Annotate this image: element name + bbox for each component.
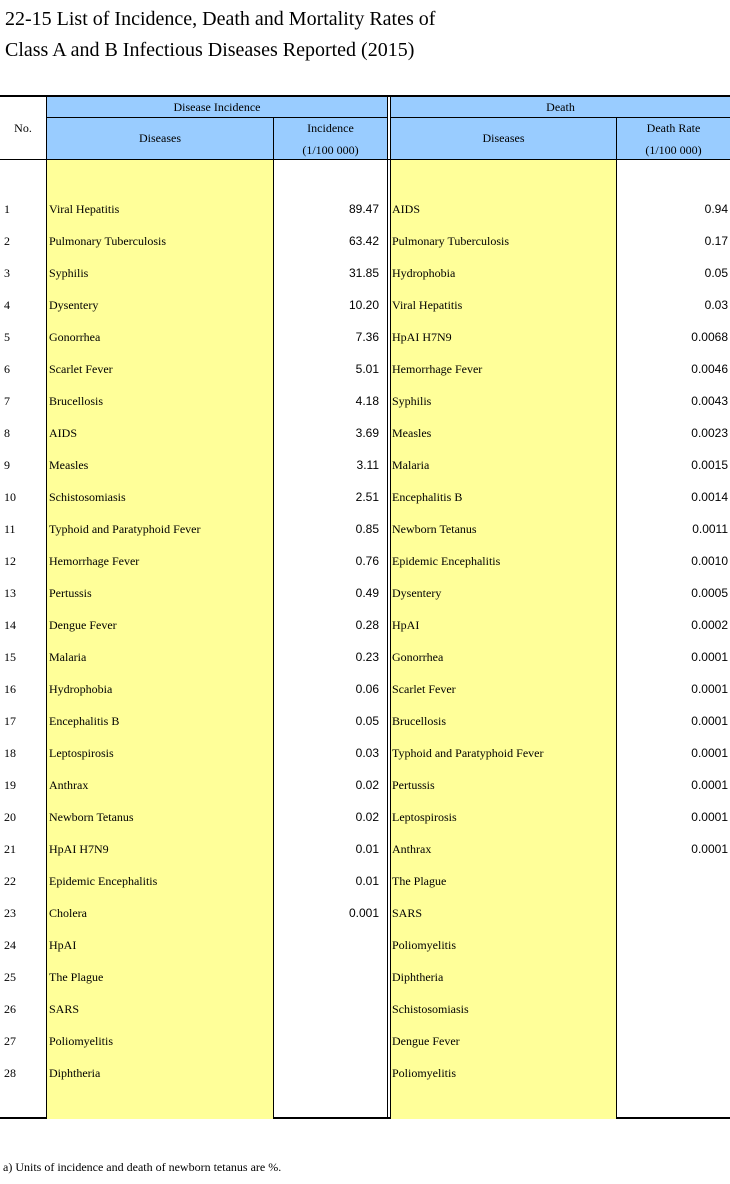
table-row	[0, 801, 730, 833]
incidence-value-cell: 0.01	[355, 874, 379, 888]
table-row	[0, 961, 730, 993]
row-number: 1	[4, 202, 10, 216]
death-disease-cell: The Plague	[392, 874, 447, 888]
death-disease-cell: Poliomyelitis	[392, 938, 457, 952]
death-disease-cell: Malaria	[392, 458, 430, 472]
row-number: 11	[4, 522, 16, 536]
incidence-disease-cell: Syphilis	[49, 266, 89, 280]
table-row	[0, 385, 730, 417]
table-row	[0, 641, 730, 673]
row-number: 22	[4, 874, 16, 888]
row-number: 27	[4, 1034, 16, 1048]
incidence-value-cell: 3.11	[356, 458, 379, 472]
incidence-value-cell: 0.01	[355, 842, 379, 856]
table-row	[0, 897, 730, 929]
table-row	[0, 769, 730, 801]
table-row	[0, 545, 730, 577]
row-number: 10	[4, 490, 16, 504]
death-disease-cell: Newborn Tetanus	[392, 522, 477, 536]
row-number: 8	[4, 426, 10, 440]
row-number: 7	[4, 394, 10, 408]
table-row	[0, 833, 730, 865]
table-row	[0, 257, 730, 289]
death-rate-cell: 0.0011	[692, 522, 728, 536]
death-rate-cell: 0.0001	[691, 810, 728, 824]
incidence-value-cell: 0.85	[355, 522, 379, 536]
incidence-disease-cell: HpAI	[49, 938, 77, 952]
death-rate-cell: 0.0001	[691, 650, 728, 664]
grid-line	[391, 117, 730, 118]
row-number: 18	[4, 746, 16, 760]
death-disease-cell: Hemorrhage Fever	[392, 362, 483, 376]
incidence-disease-cell: Encephalitis B	[49, 714, 120, 728]
header-incidence	[274, 118, 387, 159]
table-row	[0, 577, 730, 609]
death-disease-cell: Pulmonary Tuberculosis	[392, 234, 510, 248]
row-number: 17	[4, 714, 16, 728]
table-row	[0, 705, 730, 737]
incidence-disease-cell: Dysentery	[49, 298, 99, 312]
incidence-disease-cell: Dengue Fever	[49, 618, 117, 632]
footnote: a) Units of incidence and death of newborn tetanus are %.	[3, 1160, 282, 1174]
incidence-disease-cell: Pulmonary Tuberculosis	[49, 234, 167, 248]
incidence-disease-cell: Malaria	[49, 650, 87, 664]
death-disease-cell: AIDS	[392, 202, 421, 216]
death-rate-cell: 0.0001	[691, 682, 728, 696]
incidence-value-cell: 0.05	[355, 714, 379, 728]
row-number: 16	[4, 682, 16, 696]
title-line-1: 22-15 List of Incidence, Death and Mortality Rates of	[5, 8, 436, 30]
header-diseases-incidence: Diseases	[47, 118, 273, 159]
incidence-disease-cell: Pertussis	[49, 586, 92, 600]
death-rate-cell: 0.0043	[691, 394, 728, 408]
incidence-value-cell: 3.69	[355, 426, 379, 440]
header-death: Death	[391, 97, 730, 117]
death-disease-cell: Diphtheria	[392, 970, 444, 984]
death-disease-cell: Epidemic Encephalitis	[392, 554, 501, 568]
incidence-disease-cell: The Plague	[49, 970, 104, 984]
row-number: 20	[4, 810, 16, 824]
incidence-label: Incidence	[307, 120, 354, 135]
title-line-2: Class A and B Infectious Diseases Reported (2015)	[5, 39, 415, 61]
table-row	[0, 993, 730, 1025]
incidence-disease-cell: Brucellosis	[49, 394, 103, 408]
incidence-disease-cell: Viral Hepatitis	[49, 202, 120, 216]
death-rate-cell: 0.94	[704, 202, 728, 216]
row-number: 5	[4, 330, 10, 344]
incidence-value-cell: 0.03	[355, 746, 379, 760]
incidence-value-cell: 2.51	[355, 490, 379, 504]
table-row	[0, 417, 730, 449]
incidence-disease-cell: Diphtheria	[49, 1066, 101, 1080]
row-number: 19	[4, 778, 16, 792]
death-rate-cell: 0.0005	[691, 586, 728, 600]
death-rate-cell: 0.0001	[691, 778, 728, 792]
page-title	[5, 4, 725, 66]
incidence-value-cell: 7.36	[355, 330, 379, 344]
header-disease-incidence: Disease Incidence	[47, 97, 387, 117]
table-row	[0, 449, 730, 481]
incidence-disease-cell: Gonorrhea	[49, 330, 101, 344]
death-disease-cell: Viral Hepatitis	[392, 298, 463, 312]
infectious-diseases-table	[0, 95, 730, 1119]
death-rate-cell: 0.0001	[691, 842, 728, 856]
row-number: 23	[4, 906, 16, 920]
incidence-disease-cell: HpAI H7N9	[49, 842, 109, 856]
grid-line	[47, 117, 387, 118]
death-disease-cell: Encephalitis B	[392, 490, 463, 504]
table-row	[0, 513, 730, 545]
incidence-value-cell: 5.01	[355, 362, 379, 376]
death-rate-cell: 0.05	[704, 266, 728, 280]
incidence-disease-cell: SARS	[49, 1002, 80, 1016]
table-row	[0, 673, 730, 705]
table-row	[0, 193, 730, 225]
death-disease-cell: Leptospirosis	[392, 810, 457, 824]
death-disease-cell: Typhoid and Paratyphoid Fever	[392, 746, 544, 760]
death-disease-cell: Pertussis	[392, 778, 435, 792]
death-disease-cell: Syphilis	[392, 394, 432, 408]
incidence-value-cell: 63.42	[348, 234, 379, 248]
row-number: 12	[4, 554, 16, 568]
death-rate-cell: 0.0010	[691, 554, 728, 568]
header-death-rate	[617, 118, 730, 159]
incidence-disease-cell: Typhoid and Paratyphoid Fever	[49, 522, 201, 536]
death-rate-cell: 0.0001	[691, 746, 728, 760]
row-number: 15	[4, 650, 16, 664]
table-row	[0, 1057, 730, 1089]
table-row	[0, 321, 730, 353]
incidence-value-cell: 10.20	[348, 298, 379, 312]
row-number: 4	[4, 298, 10, 312]
incidence-disease-cell: Hemorrhage Fever	[49, 554, 140, 568]
table-row	[0, 353, 730, 385]
incidence-value-cell: 31.85	[348, 266, 379, 280]
death-rate-cell: 0.0068	[691, 330, 728, 344]
incidence-value-cell: 0.76	[355, 554, 379, 568]
row-number: 3	[4, 266, 10, 280]
incidence-value-cell: 0.28	[355, 618, 379, 632]
death-disease-cell: Dengue Fever	[392, 1034, 460, 1048]
row-number: 9	[4, 458, 10, 472]
table-row	[0, 289, 730, 321]
row-number: 25	[4, 970, 16, 984]
row-number: 26	[4, 1002, 16, 1016]
incidence-disease-cell: Measles	[49, 458, 89, 472]
row-number: 21	[4, 842, 16, 856]
death-disease-cell: Schistosomiasis	[392, 1002, 469, 1016]
incidence-value-cell: 89.47	[348, 202, 379, 216]
death-rate-label: Death Rate	[646, 120, 701, 135]
death-disease-cell: Brucellosis	[392, 714, 446, 728]
death-rate-unit: (1/100 000)	[645, 142, 702, 157]
incidence-value-cell: 0.49	[355, 586, 379, 600]
incidence-disease-cell: Anthrax	[49, 778, 89, 792]
row-number: 13	[4, 586, 16, 600]
row-number: 24	[4, 938, 16, 952]
table-row	[0, 609, 730, 641]
death-rate-cell: 0.0014	[691, 490, 728, 504]
incidence-disease-cell: Epidemic Encephalitis	[49, 874, 158, 888]
death-disease-cell: HpAI	[392, 618, 420, 632]
row-number: 6	[4, 362, 10, 376]
death-disease-cell: SARS	[392, 906, 423, 920]
table-row	[0, 737, 730, 769]
table-row	[0, 865, 730, 897]
death-rate-cell: 0.0015	[691, 458, 728, 472]
incidence-value-cell: 0.02	[355, 810, 379, 824]
table-row	[0, 1025, 730, 1057]
incidence-disease-cell: Newborn Tetanus	[49, 810, 134, 824]
incidence-disease-cell: AIDS	[49, 426, 78, 440]
death-disease-cell: Dysentery	[392, 586, 442, 600]
death-rate-cell: 0.17	[704, 234, 728, 248]
death-disease-cell: HpAI H7N9	[392, 330, 452, 344]
incidence-disease-cell: Schistosomiasis	[49, 490, 126, 504]
row-number: 14	[4, 618, 16, 632]
table-row	[0, 929, 730, 961]
death-disease-cell: Scarlet Fever	[392, 682, 456, 696]
death-disease-cell: Anthrax	[392, 842, 432, 856]
grid-line	[0, 159, 730, 160]
incidence-disease-cell: Poliomyelitis	[49, 1034, 114, 1048]
death-rate-cell: 0.0001	[691, 714, 728, 728]
death-rate-cell: 0.0046	[691, 362, 728, 376]
incidence-unit: (1/100 000)	[302, 142, 359, 157]
incidence-value-cell: 0.23	[355, 650, 379, 664]
death-disease-cell: Poliomyelitis	[392, 1066, 457, 1080]
header-no: No.	[14, 121, 32, 135]
incidence-value-cell: 4.18	[355, 394, 379, 408]
incidence-disease-cell: Hydrophobia	[49, 682, 113, 696]
death-rate-cell: 0.03	[704, 298, 728, 312]
incidence-disease-cell: Scarlet Fever	[49, 362, 113, 376]
death-disease-cell: Hydrophobia	[392, 266, 456, 280]
row-number: 2	[4, 234, 10, 248]
death-disease-cell: Measles	[392, 426, 432, 440]
row-number: 28	[4, 1066, 16, 1080]
incidence-disease-cell: Cholera	[49, 906, 87, 920]
table-row	[0, 225, 730, 257]
header-diseases-death: Diseases	[391, 118, 616, 159]
incidence-disease-cell: Leptospirosis	[49, 746, 114, 760]
incidence-value-cell: 0.02	[355, 778, 379, 792]
table-row	[0, 481, 730, 513]
incidence-value-cell: 0.06	[355, 682, 379, 696]
death-disease-cell: Gonorrhea	[392, 650, 444, 664]
death-rate-cell: 0.0002	[691, 618, 728, 632]
incidence-value-cell: 0.001	[348, 906, 379, 920]
death-rate-cell: 0.0023	[691, 426, 728, 440]
